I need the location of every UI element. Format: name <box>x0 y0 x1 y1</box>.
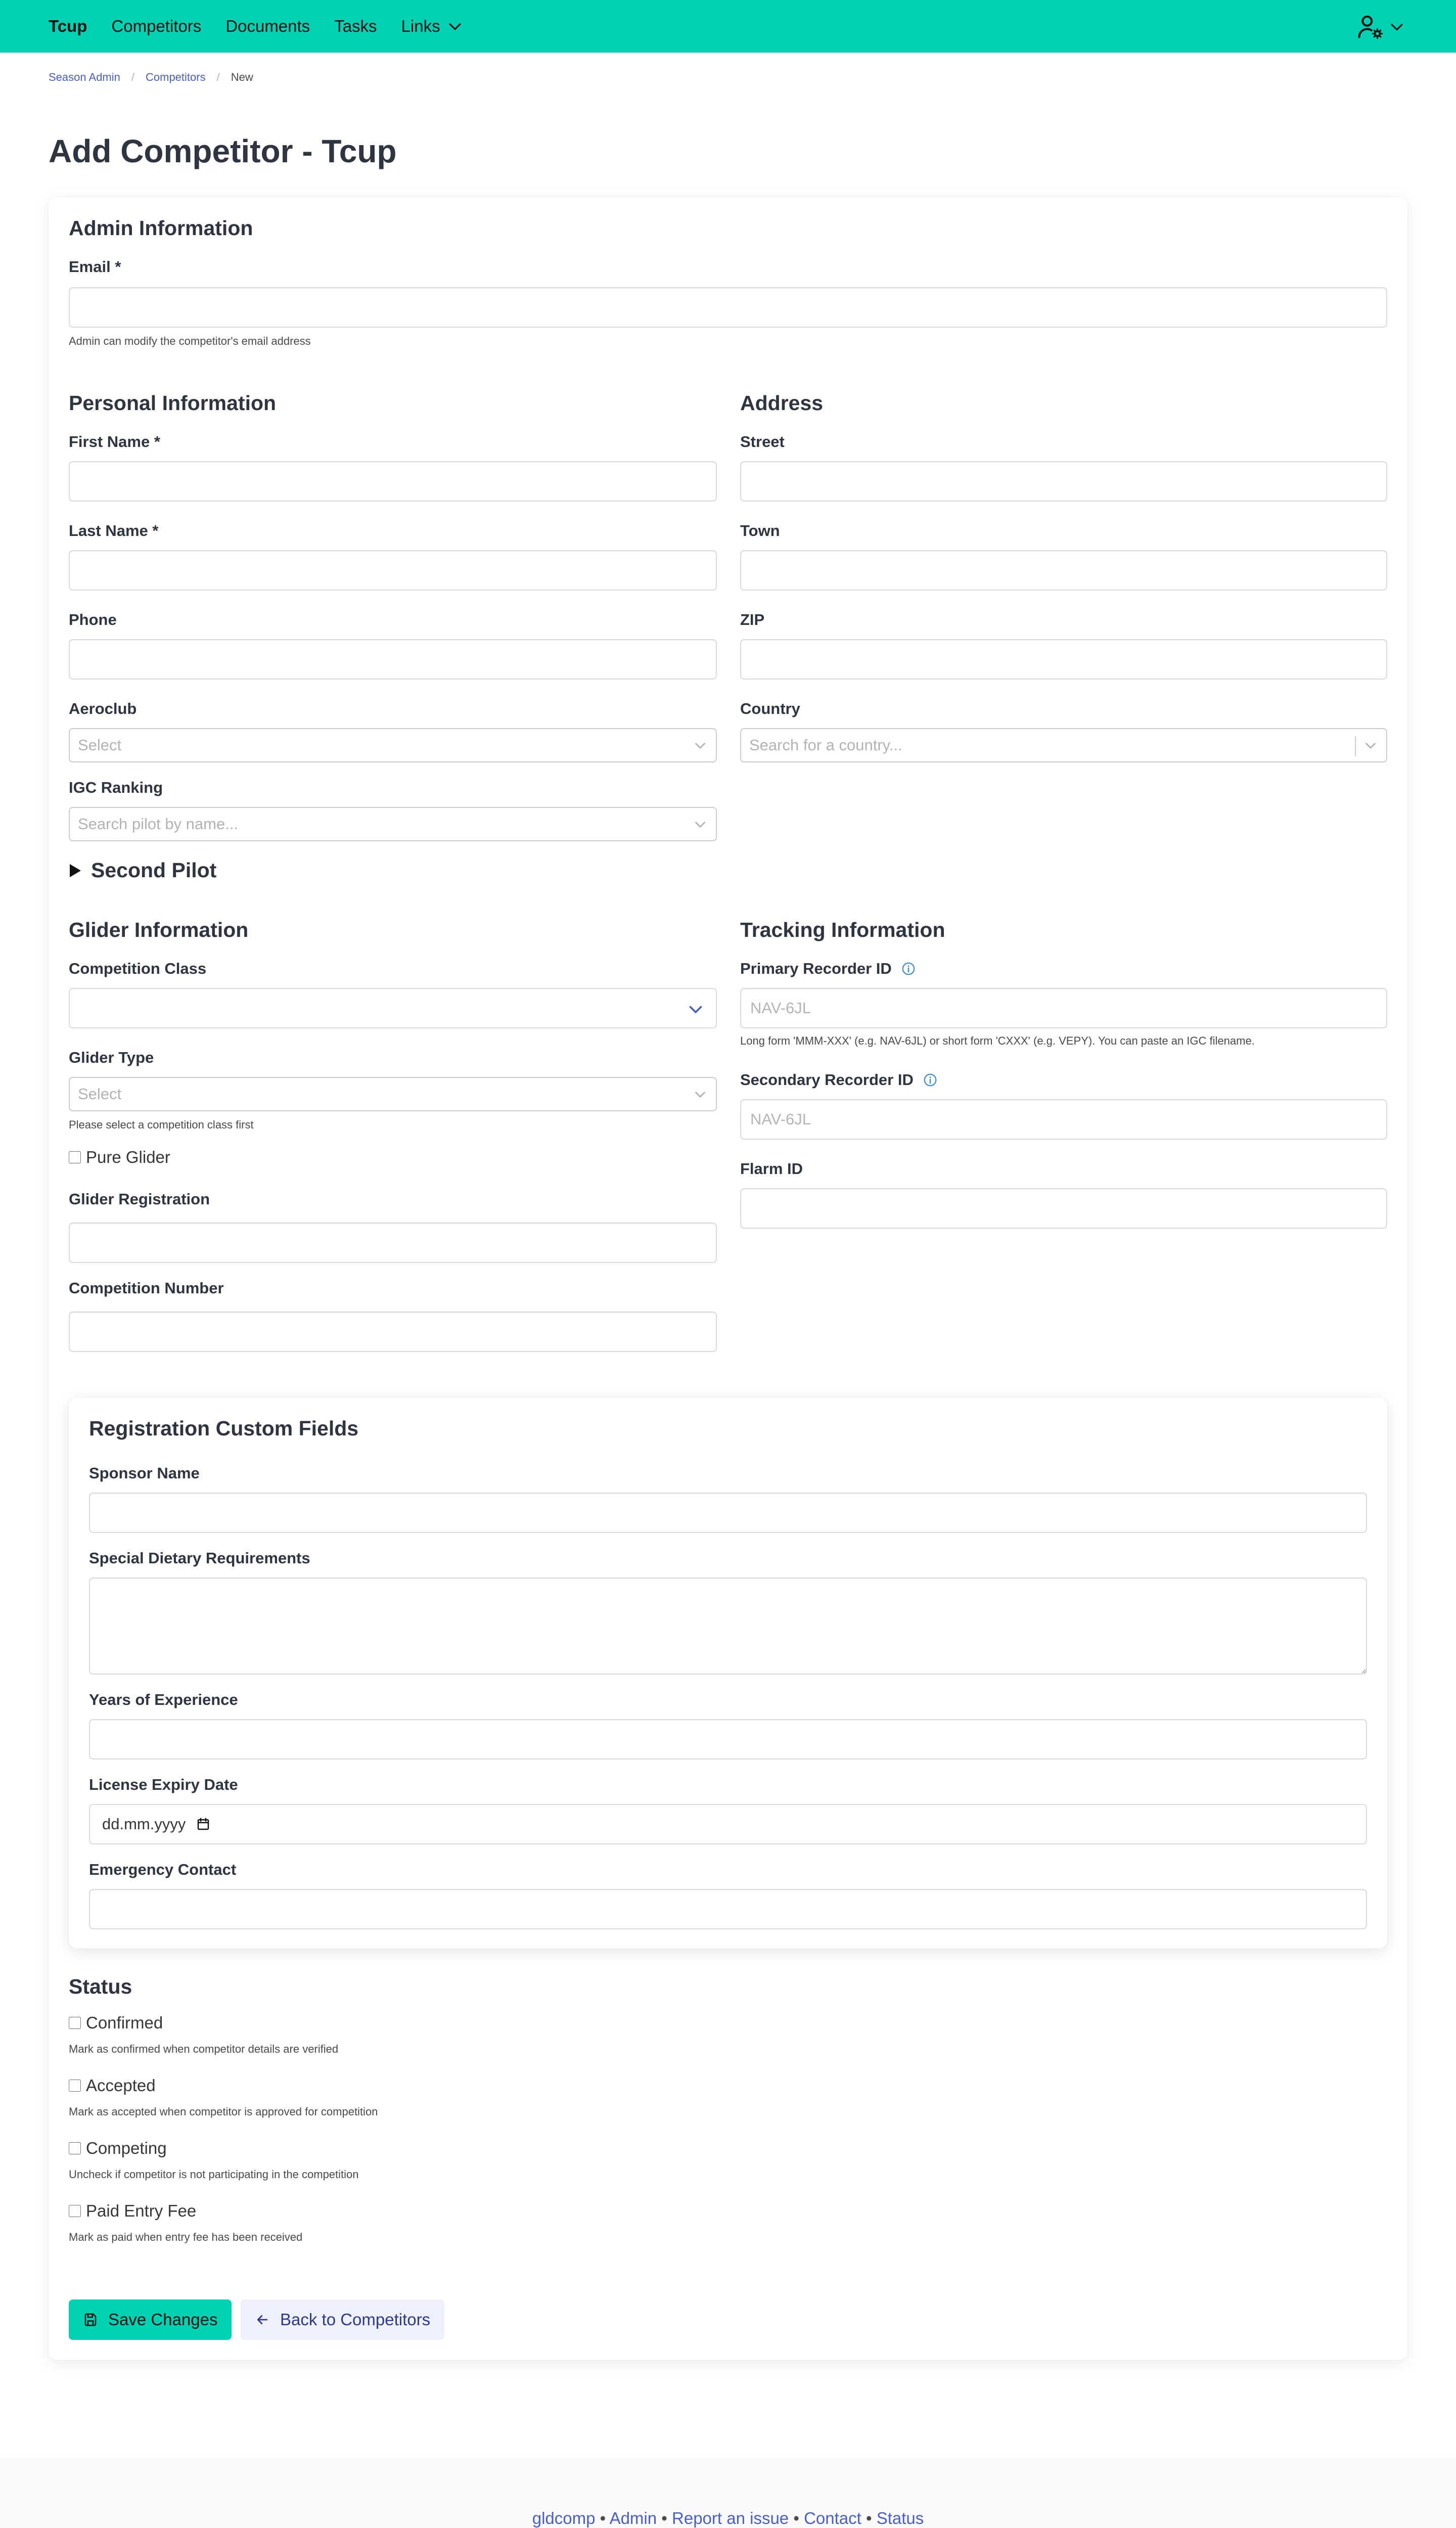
footer-link-contact[interactable]: Contact <box>804 2509 861 2527</box>
breadcrumb-separator: / <box>216 71 220 83</box>
town-label: Town <box>740 522 780 539</box>
competitor-form-card <box>49 197 1407 2360</box>
glider-type-select[interactable] <box>69 1077 717 1111</box>
breadcrumb-separator: / <box>131 71 134 83</box>
accepted-checkbox-row[interactable] <box>69 2076 156 2095</box>
license-expiry-date-input[interactable] <box>89 1804 1367 1844</box>
dietary-textarea[interactable] <box>89 1577 1367 1675</box>
custom-fields-card <box>69 1397 1387 1949</box>
flarm-id-label: Flarm ID <box>740 1160 803 1178</box>
paid-entry-fee-checkbox[interactable] <box>69 2205 81 2217</box>
experience-label: Years of Experience <box>89 1691 238 1708</box>
igc-ranking-label: IGC Ranking <box>69 779 163 796</box>
competing-label: Competing <box>86 2139 167 2157</box>
email-field[interactable] <box>69 287 1387 328</box>
select-divider <box>1355 736 1356 756</box>
aeroclub-label: Aeroclub <box>69 700 137 717</box>
secondary-recorder-field[interactable] <box>740 1099 1387 1140</box>
chevron-down-icon <box>1388 18 1405 35</box>
confirmed-label: Confirmed <box>86 2013 163 2032</box>
footer-link-status[interactable]: Status <box>876 2509 924 2527</box>
glider-registration-label: Glider Registration <box>69 1190 210 1208</box>
nav-brand[interactable]: Tcup <box>49 17 87 35</box>
competition-class-select[interactable] <box>69 988 717 1028</box>
save-changes-label: Save Changes <box>108 2310 218 2329</box>
nav-item-tasks[interactable]: Tasks <box>334 17 377 35</box>
glider-type-label: Glider Type <box>69 1049 154 1066</box>
accepted-checkbox[interactable] <box>69 2080 81 2092</box>
last-name-label: Last Name * <box>69 522 159 539</box>
flarm-id-field[interactable] <box>740 1188 1387 1229</box>
nav-item-links-label: Links <box>401 17 440 35</box>
second-pilot-label: Second Pilot <box>91 859 217 882</box>
pure-glider-label: Pure Glider <box>86 1148 170 1166</box>
igc-ranking-select[interactable] <box>69 807 717 841</box>
back-to-competitors-button[interactable] <box>241 2299 444 2340</box>
competing-checkbox-row[interactable] <box>69 2139 167 2158</box>
license-expiry-value: dd.mm.yyyy <box>102 1815 186 1833</box>
footer-link-gldcomp[interactable]: gldcomp <box>532 2509 596 2527</box>
calendar-icon[interactable] <box>196 1817 211 1832</box>
competing-checkbox[interactable] <box>69 2142 81 2154</box>
breadcrumb <box>49 71 253 84</box>
footer-separator: • <box>661 2509 667 2527</box>
tracking-section-heading: Tracking Information <box>740 918 945 941</box>
zip-field[interactable] <box>740 639 1387 680</box>
country-label: Country <box>740 700 800 717</box>
first-name-field[interactable] <box>69 461 717 502</box>
aeroclub-select[interactable] <box>69 728 717 762</box>
aeroclub-placeholder: Select <box>78 736 122 754</box>
footer <box>0 2458 1456 2528</box>
nav-item-documents[interactable]: Documents <box>225 17 310 35</box>
pure-glider-checkbox-row[interactable] <box>69 1148 170 1167</box>
save-icon <box>83 2312 98 2327</box>
phone-label: Phone <box>69 611 117 628</box>
dietary-label: Special Dietary Requirements <box>89 1549 310 1567</box>
first-name-label: First Name * <box>69 433 160 450</box>
chevron-down-icon <box>692 737 709 754</box>
accepted-help: Mark as accepted when competitor is approved for competition <box>69 2105 378 2118</box>
confirmed-checkbox-row[interactable] <box>69 2013 163 2033</box>
sponsor-name-field[interactable] <box>89 1493 1367 1533</box>
chevron-down-icon <box>687 1000 705 1018</box>
last-name-field[interactable] <box>69 550 717 591</box>
sponsor-name-label: Sponsor Name <box>89 1464 200 1482</box>
chevron-down-icon <box>692 816 709 833</box>
admin-section-heading: Admin Information <box>69 216 253 240</box>
primary-recorder-help: Long form 'MMM-XXX' (e.g. NAV-6JL) or short form 'CXXX' (e.g. VEPY). You can paste an IGC filename. <box>740 1034 1255 1047</box>
igc-ranking-placeholder: Search pilot by name... <box>78 815 239 833</box>
top-navbar <box>0 0 1456 53</box>
zip-label: ZIP <box>740 611 765 628</box>
triangle-right-icon <box>69 863 82 878</box>
personal-section-heading: Personal Information <box>69 391 277 415</box>
footer-link-admin[interactable]: Admin <box>609 2509 657 2527</box>
chevron-down-icon <box>1362 737 1379 754</box>
phone-field[interactable] <box>69 639 717 680</box>
breadcrumb-current: New <box>231 71 253 83</box>
competition-class-label: Competition Class <box>69 960 207 977</box>
address-section-heading: Address <box>740 391 824 415</box>
nav-item-links[interactable] <box>401 17 464 36</box>
town-field[interactable] <box>740 550 1387 591</box>
glider-registration-field[interactable] <box>69 1223 717 1263</box>
chevron-down-icon <box>692 1086 709 1103</box>
confirmed-help: Mark as confirmed when competitor details are verified <box>69 2043 339 2055</box>
primary-recorder-label-row <box>740 960 916 978</box>
nav-item-competitors[interactable]: Competitors <box>111 17 202 35</box>
status-section-heading: Status <box>69 1975 132 1998</box>
email-label: Email * <box>69 258 121 276</box>
back-to-competitors-label: Back to Competitors <box>280 2310 431 2329</box>
second-pilot-toggle[interactable] <box>69 859 216 882</box>
footer-separator: • <box>793 2509 799 2527</box>
info-icon[interactable] <box>923 1072 938 1088</box>
country-select[interactable] <box>740 728 1387 762</box>
email-help: Admin can modify the competitor's email address <box>69 335 311 347</box>
page-title: Add Competitor - Tcup <box>49 133 397 169</box>
user-settings-icon <box>1357 13 1384 40</box>
confirmed-checkbox[interactable] <box>69 2017 81 2029</box>
save-changes-button[interactable] <box>69 2299 232 2340</box>
secondary-recorder-label-row <box>740 1071 938 1089</box>
pure-glider-checkbox[interactable] <box>69 1151 81 1163</box>
arrow-left-icon <box>255 2312 270 2327</box>
paid-entry-fee-checkbox-row[interactable] <box>69 2201 196 2221</box>
country-placeholder: Search for a country... <box>749 736 902 754</box>
emergency-contact-label: Emergency Contact <box>89 1861 237 1878</box>
info-icon[interactable] <box>901 961 916 976</box>
primary-recorder-field[interactable] <box>740 988 1387 1028</box>
license-expiry-label: License Expiry Date <box>89 1776 238 1793</box>
accepted-label: Accepted <box>86 2076 156 2095</box>
competition-number-field[interactable] <box>69 1312 717 1352</box>
user-menu[interactable] <box>1357 13 1405 40</box>
street-label: Street <box>740 433 785 450</box>
footer-separator: • <box>866 2509 872 2527</box>
secondary-recorder-label: Secondary Recorder ID <box>740 1071 914 1089</box>
glider-section-heading: Glider Information <box>69 918 249 941</box>
street-field[interactable] <box>740 461 1387 502</box>
competition-number-label: Competition Number <box>69 1279 224 1297</box>
breadcrumb-season-admin[interactable]: Season Admin <box>49 71 120 83</box>
chevron-down-icon <box>446 18 464 35</box>
primary-recorder-label: Primary Recorder ID <box>740 960 892 977</box>
paid-entry-fee-help: Mark as paid when entry fee has been received <box>69 2231 303 2243</box>
breadcrumb-competitors[interactable]: Competitors <box>146 71 206 83</box>
custom-fields-heading: Registration Custom Fields <box>89 1417 359 1440</box>
paid-entry-fee-label: Paid Entry Fee <box>86 2201 197 2220</box>
glider-type-help: Please select a competition class first <box>69 1118 254 1131</box>
experience-field[interactable] <box>89 1719 1367 1759</box>
emergency-contact-field[interactable] <box>89 1889 1367 1929</box>
glider-type-placeholder: Select <box>78 1085 122 1103</box>
competing-help: Uncheck if competitor is not participating in the competition <box>69 2168 359 2181</box>
footer-links <box>0 2509 1456 2528</box>
footer-separator: • <box>600 2509 606 2527</box>
footer-link-report-issue[interactable]: Report an issue <box>672 2509 789 2527</box>
